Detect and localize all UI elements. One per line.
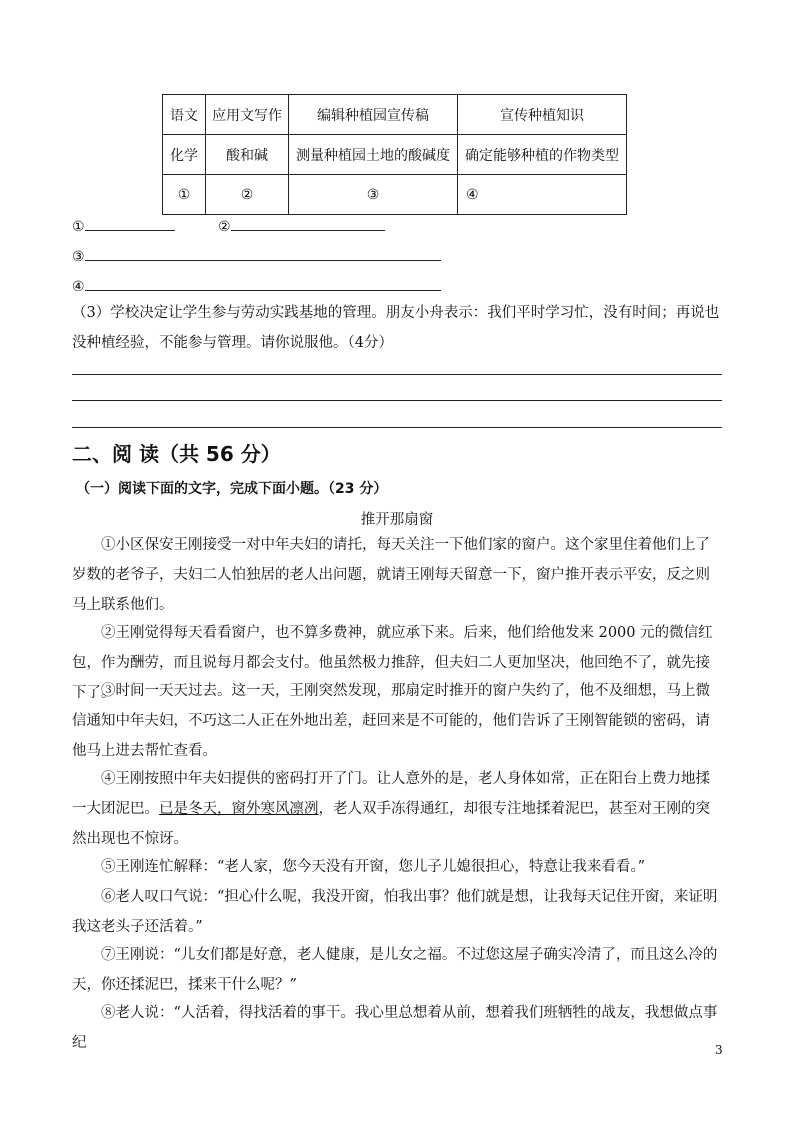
table-cell: ④ [458, 175, 627, 215]
table-cell: 宣传种植知识 [458, 95, 627, 135]
paragraph-7: ⑦王刚说：“儿女们都是好意，老人健康，是儿女之福。不过您这屋子确实冷清了，而且这么冷的天，你还揉泥巴，揉来干什么呢？” [72, 947, 718, 993]
paragraph-4-text: ④王刚按照中年夫妇提供的密码打开了门。让人意外的是，老人身体如常，正在阳台上费力地揉一大团泥巴。 [72, 771, 710, 817]
answer-rule-3[interactable] [72, 427, 722, 428]
question-3: （3）学校决定让学生参与劳动实践基地的管理。朋友小舟表示：我们平时学习忙，没有时间；再说也没种植经验，不能参与管理。请你说服他。（4分） [72, 305, 720, 351]
answer-rule-1[interactable] [72, 374, 722, 375]
answer-rule-2[interactable] [72, 400, 722, 401]
answer-line-1 [72, 216, 175, 235]
table-cell: 应用文写作 [206, 95, 289, 135]
answer-label-2: ② [218, 219, 231, 235]
table-row [163, 175, 627, 215]
table-cell: ② [206, 175, 289, 215]
table-cell: ① [163, 175, 206, 215]
table-row [163, 135, 627, 175]
table-cell: 测量种植园土地的酸碱度 [289, 135, 458, 175]
paragraph-3: ③时间一天天过去。这一天，王刚突然发现，那扇定时推开的窗户失约了，他不及细想，马上微信通知中年夫妇，不巧这二人正在外地出差，赶回来是不可能的，他们告诉了王刚智能锁的密码，请他马上进去帮忙查看。 [72, 683, 710, 759]
subsection-heading: （一）阅读下面的文字，完成下面小题。（23 分） [76, 481, 388, 497]
answer-label-1: ① [72, 219, 85, 235]
table-cell: 化学 [163, 135, 206, 175]
subject-table [162, 94, 627, 215]
answer-line-2 [218, 216, 385, 235]
answer-blank-4[interactable] [85, 276, 441, 291]
paragraph-5: ⑤王刚连忙解释：“老人家，您今天没有开窗，您儿子儿媳很担心，特意让我来看看。” [101, 859, 646, 875]
table-row [163, 95, 627, 135]
page-number: 3 [715, 1043, 723, 1057]
table-cell: ③ [289, 175, 458, 215]
answer-blank-2[interactable] [231, 216, 385, 231]
underlined-sentence: 已是冬天，窗外寒风凛冽 [159, 801, 319, 817]
paragraph-2: ②王刚觉得每天看看窗户，也不算多费神，就应承下来。后来，他们给他发来 2000 元的微信红包，作为酬劳，而且说每月都会支付。他虽然极力推辞，但夫妇二人更加坚决，他回绝不了，就先接下了。 [72, 625, 713, 701]
paragraph-1: ①小区保安王刚接受一对中年夫妇的请托，每天关注一下他们家的窗户。这个家里住着他们上了岁数的老爷子，夫妇二人怕独居的老人出问题，就请王刚每天留意一下，窗户推开表示平安，反之则马上联系他们。 [72, 537, 710, 613]
answer-line-4 [72, 276, 441, 295]
section-heading: 二、阅 读（共 56 分） [72, 442, 281, 466]
paragraph-8: ⑧老人说：“人活着，得找活着的事干。我心里总想着从前，想着我们班牺牲的战友，我想做点事纪 [72, 1005, 718, 1051]
article-title: 推开那扇窗 [360, 512, 434, 528]
paragraph-6: ⑥老人叹口气说：“担心什么呢，我没开窗，怕我出事？他们就是想，让我每天记住开窗，来证明我这老头子还活着。” [72, 889, 718, 935]
paragraph-4-text-end: ，老人双手冻得通红，却很专注地揉着泥巴，甚至对王刚的突然出现也不惊讶。 [72, 801, 710, 847]
answer-line-3 [72, 246, 441, 265]
table-cell: 编辑种植园宣传稿 [289, 95, 458, 135]
table-cell: 确定能够种植的作物类型 [458, 135, 627, 175]
table-cell: 语文 [163, 95, 206, 135]
table-cell: 酸和碱 [206, 135, 289, 175]
answer-blank-3[interactable] [85, 246, 441, 261]
answer-label-4: ④ [72, 279, 85, 295]
answer-label-3: ③ [72, 249, 85, 265]
paragraph-4 [72, 764, 724, 854]
answer-blank-1[interactable] [85, 216, 175, 231]
